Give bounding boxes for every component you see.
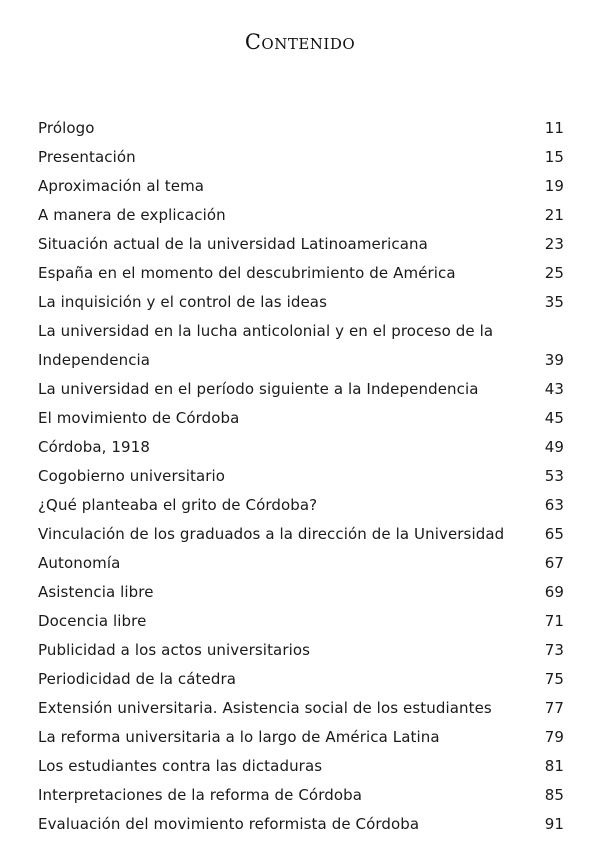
toc-entry — [38, 462, 564, 491]
toc-entry-title: El movimiento de Córdoba — [38, 409, 240, 427]
toc-entry-page-number: 39 — [544, 351, 564, 369]
toc-entry — [38, 433, 564, 462]
toc-entry — [38, 114, 564, 143]
toc-entry-title: Vinculación de los graduados a la dirección de la Universidad — [38, 525, 505, 543]
toc-entry-page-number: 23 — [544, 235, 564, 253]
toc-entry — [38, 607, 564, 636]
toc-entry — [38, 143, 564, 172]
toc-entry-page-number: 65 — [544, 525, 564, 543]
toc-entry-title: Presentación — [38, 148, 136, 166]
toc-entry-page-number: 79 — [544, 728, 564, 746]
toc-entry — [38, 259, 564, 288]
toc-entry-title: A manera de explicación — [38, 206, 226, 224]
toc-entry-title: España en el momento del descubrimiento de América — [38, 264, 456, 282]
toc-entry — [38, 491, 564, 520]
toc-entry — [38, 520, 564, 549]
toc-entry — [38, 172, 564, 201]
toc-entry-title: Cogobierno universitario — [38, 467, 226, 485]
toc-entry-page-number: 15 — [544, 148, 564, 166]
toc-entry-page-number: 25 — [544, 264, 564, 282]
toc-entry-title: La universidad en el período siguiente a la Independencia — [38, 380, 479, 398]
toc-entry — [38, 404, 564, 433]
toc-entry — [38, 230, 564, 259]
toc-entry — [38, 723, 564, 752]
toc-entry-page-number: 19 — [544, 177, 564, 195]
toc-entry — [38, 317, 564, 375]
toc-entry — [38, 288, 564, 317]
toc-entry-title: La inquisición y el control de las ideas — [38, 293, 327, 311]
toc-entry-title: Publicidad a los actos universitarios — [38, 641, 311, 659]
toc-entry-page-number: 75 — [544, 670, 564, 688]
toc-entry — [38, 665, 564, 694]
toc-entry — [38, 636, 564, 665]
toc-entry-title: Interpretaciones de la reforma de Córdoba — [38, 786, 363, 804]
table-of-contents — [38, 114, 564, 839]
toc-entry-page-number: 85 — [544, 786, 564, 804]
toc-entry-title: ¿Qué planteaba el grito de Córdoba? — [38, 496, 318, 514]
toc-entry-page-number: 63 — [544, 496, 564, 514]
toc-entry — [38, 810, 564, 839]
toc-entry-title: Los estudiantes contra las dictaduras — [38, 757, 323, 775]
toc-entry-page-number: 43 — [544, 380, 564, 398]
toc-entry-page-number: 73 — [544, 641, 564, 659]
toc-entry-title: Asistencia libre — [38, 583, 154, 601]
toc-entry — [38, 694, 564, 723]
toc-entry — [38, 752, 564, 781]
toc-entry-page-number: 77 — [544, 699, 564, 717]
toc-entry-title: Periodicidad de la cátedra — [38, 670, 237, 688]
toc-entry-title: Autonomía — [38, 554, 121, 572]
toc-entry-title: Extensión universitaria. Asistencia social de los estudiantes — [38, 699, 492, 717]
toc-entry-page-number: 91 — [544, 815, 564, 833]
toc-entry-title: Evaluación del movimiento reformista de Córdoba — [38, 815, 420, 833]
toc-entry — [38, 578, 564, 607]
toc-entry — [38, 549, 564, 578]
toc-entry-page-number: 11 — [544, 119, 564, 137]
toc-entry-page-number: 35 — [544, 293, 564, 311]
toc-entry-page-number: 45 — [544, 409, 564, 427]
toc-entry-title: Situación actual de la universidad Latinoamericana — [38, 235, 428, 253]
toc-entry-title: Córdoba, 1918 — [38, 438, 150, 456]
toc-entry-page-number: 21 — [544, 206, 564, 224]
toc-entry — [38, 375, 564, 404]
toc-entry-page-number: 53 — [544, 467, 564, 485]
toc-entry-page-number: 81 — [544, 757, 564, 775]
toc-entry-page-number: 49 — [544, 438, 564, 456]
toc-entry-page-number: 67 — [544, 554, 564, 572]
toc-entry-title: La universidad en la lucha anticolonial y en el proceso de la Independencia — [38, 322, 494, 369]
toc-entry-title: Docencia libre — [38, 612, 147, 630]
toc-entry-title: Prólogo — [38, 119, 95, 137]
page-title: Contenido — [244, 30, 356, 54]
toc-entry-title: La reforma universitaria a lo largo de América Latina — [38, 728, 440, 746]
toc-entry-page-number: 71 — [544, 612, 564, 630]
toc-entry — [38, 781, 564, 810]
toc-entry-title: Aproximación al tema — [38, 177, 205, 195]
toc-entry-page-number: 69 — [544, 583, 564, 601]
toc-entry — [38, 201, 564, 230]
